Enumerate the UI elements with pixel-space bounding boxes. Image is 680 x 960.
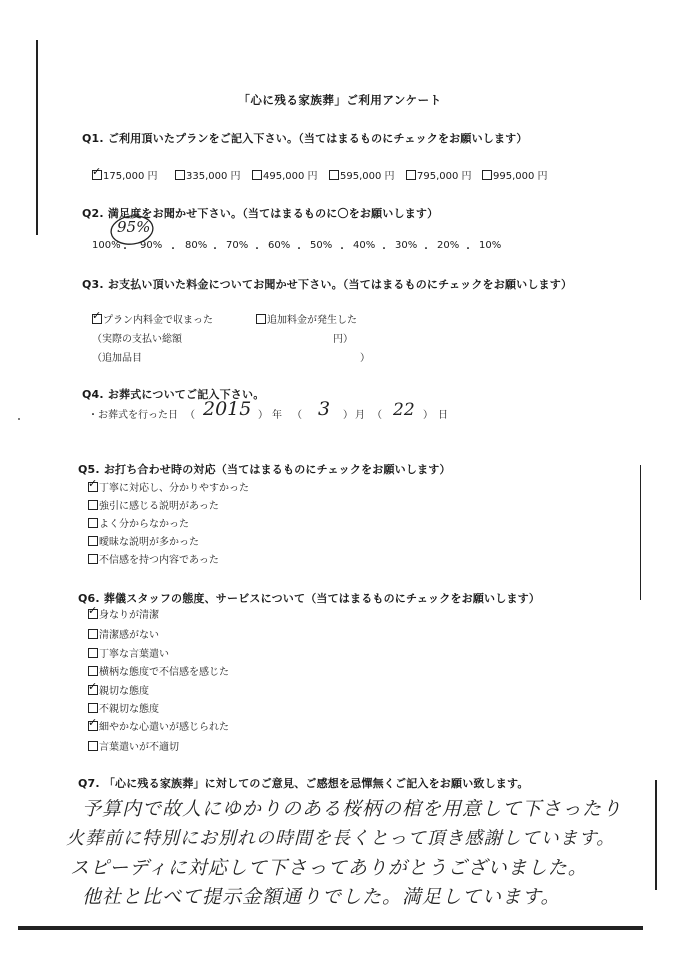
scan-edge-left: [36, 40, 38, 235]
q4-year-value[interactable]: 2015: [203, 398, 252, 420]
checkbox-icon[interactable]: [406, 170, 416, 180]
q2-handwritten-value: 95%: [117, 218, 151, 236]
q1-question: Q1. ご利用頂いたプランをご記入下さい。（当てはまるものにチェックをお願いします）: [82, 132, 528, 145]
q1-option-495000[interactable]: 495,000 円: [252, 167, 318, 182]
q2-scale-10[interactable]: 10%: [479, 240, 502, 251]
q4-question: Q4. お葬式についてご記入下さい。: [82, 388, 265, 401]
q4-paren-close: ）: [343, 410, 353, 421]
q4-paren-close: ）: [423, 410, 433, 421]
q5-option-forceful[interactable]: 強引に感じる説明があった: [88, 497, 219, 512]
q2-scale-20[interactable]: 20%: [437, 240, 460, 251]
checkbox-icon[interactable]: [88, 554, 98, 564]
q3-total-unit: 円）: [333, 334, 353, 345]
q3-question: Q3. お支払い頂いた料金についてお聞かせ下さい。（当てはまるものにチェックをお願いします）: [82, 278, 573, 291]
q4-day-unit: 日: [438, 410, 448, 421]
checkbox-icon[interactable]: [88, 536, 98, 546]
q4-day-value[interactable]: 22: [393, 400, 415, 420]
q2-scale-30[interactable]: 30%: [395, 240, 418, 251]
q3-option-extra-charge[interactable]: 追加料金が発生した: [256, 311, 357, 326]
q6-question: Q6. 葬儀スタッフの態度、サービスについて（当てはまるものにチェックをお願いします）: [78, 592, 541, 605]
q1-option-175000[interactable]: ✓175,000 円: [92, 167, 158, 182]
q6-option-attentive[interactable]: ✓細やかな心遣いが感じられた: [88, 718, 229, 733]
q2-sep: ・: [463, 244, 473, 255]
q1-option-995000[interactable]: 995,000 円: [482, 167, 548, 182]
scan-edge-bottom: [18, 926, 643, 930]
q3-items-close: ）: [360, 353, 370, 364]
q1-option-595000[interactable]: 595,000 円: [329, 167, 395, 182]
q2-scale-100[interactable]: 100%: [92, 240, 121, 251]
q1-option-795000[interactable]: 795,000 円: [406, 167, 472, 182]
q2-question: Q2. 満足度をお聞かせ下さい。（当てはまるものに〇をお願いします）: [82, 207, 439, 220]
checkbox-checked-icon[interactable]: [88, 685, 98, 695]
q2-sep: ・: [294, 244, 304, 255]
checkbox-checked-icon[interactable]: [92, 170, 102, 180]
checkbox-icon[interactable]: [175, 170, 185, 180]
q6-option-polite-words[interactable]: 丁寧な言葉遣い: [88, 645, 169, 660]
q2-sep: ・: [210, 244, 220, 255]
q6-option-unclean[interactable]: 清潔感がない: [88, 626, 159, 641]
checkbox-icon[interactable]: [88, 741, 98, 751]
checkbox-checked-icon[interactable]: [92, 314, 102, 324]
q6-option-kind[interactable]: ✓親切な態度: [88, 682, 149, 697]
q3-option-within-plan[interactable]: ✓プラン内料金で収まった: [92, 311, 213, 326]
q2-scale-70[interactable]: 70%: [226, 240, 249, 251]
q5-option-distrust[interactable]: 不信感を持つ内容であった: [88, 551, 219, 566]
q2-sep: ・: [379, 244, 389, 255]
q4-year-unit: 年: [272, 410, 282, 421]
checkbox-icon[interactable]: [88, 703, 98, 713]
q2-sep: ・: [120, 244, 130, 255]
q7-comment-line-2[interactable]: 火葬前に特別にお別れの時間を長くとって頂き感謝しています。: [66, 828, 616, 849]
q2-sep: ・: [337, 244, 347, 255]
checkbox-icon[interactable]: [252, 170, 262, 180]
q4-month-value[interactable]: 3: [318, 398, 331, 420]
q2-scale-40[interactable]: 40%: [353, 240, 376, 251]
q4-paren-close: ）: [258, 410, 268, 421]
checkbox-icon[interactable]: [88, 666, 98, 676]
q4-date-label: ・お葬式を行った日: [88, 410, 178, 421]
q3-items-label: （追加品目: [92, 353, 142, 364]
q1-option-335000[interactable]: 335,000 円: [175, 167, 241, 182]
survey-title: 「心に残る家族葬」ご利用アンケート: [238, 93, 442, 107]
q4-paren-open: （: [292, 410, 302, 421]
checkbox-icon[interactable]: [88, 629, 98, 639]
q2-sep: ・: [421, 244, 431, 255]
q4-month-unit: 月: [355, 410, 365, 421]
checkbox-icon[interactable]: [88, 518, 98, 528]
q2-scale-60[interactable]: 60%: [268, 240, 291, 251]
q6-option-unkind[interactable]: 不親切な態度: [88, 700, 159, 715]
q2-scale-80[interactable]: 80%: [185, 240, 208, 251]
scan-edge-right-lower: [655, 780, 657, 890]
q7-comment-line-3[interactable]: スピーディに対応して下さってありがとうございました。: [70, 857, 588, 879]
q3-total-label: （実際の支払い総額: [92, 334, 182, 345]
q2-sep: ・: [252, 244, 262, 255]
q2-sep: ・: [168, 244, 178, 255]
checkbox-icon[interactable]: [88, 500, 98, 510]
q6-option-clean[interactable]: ✓身なりが清潔: [88, 606, 159, 621]
q4-paren-open: （: [185, 410, 195, 421]
checkbox-icon[interactable]: [256, 314, 266, 324]
q5-option-unclear[interactable]: よく分からなかった: [88, 515, 189, 530]
checkbox-icon[interactable]: [329, 170, 339, 180]
checkbox-checked-icon[interactable]: [88, 482, 98, 492]
q7-comment-line-4[interactable]: 他社と比べて提示金額通りでした。満足しています。: [82, 886, 561, 908]
checkbox-icon[interactable]: [482, 170, 492, 180]
q2-scale-90[interactable]: 90%: [140, 240, 163, 251]
q4-paren-open: （: [372, 410, 382, 421]
checkbox-checked-icon[interactable]: [88, 609, 98, 619]
q7-comment-line-1[interactable]: 予算内で故人にゆかりのある桜柄の棺を用意して下さったり: [82, 798, 623, 820]
checkbox-checked-icon[interactable]: [88, 721, 98, 731]
q5-option-polite[interactable]: ✓丁寧に対応し、分かりやすかった: [88, 479, 249, 494]
q7-question: Q7. 「心に残る家族葬」に対してのご意見、ご感想を忌憚無くご記入をお願い致します。: [78, 777, 529, 790]
scan-speck: [18, 418, 20, 420]
q2-scale-50[interactable]: 50%: [310, 240, 333, 251]
checkbox-icon[interactable]: [88, 648, 98, 658]
q6-option-improper-words[interactable]: 言葉遣いが不適切: [88, 738, 179, 753]
q6-option-arrogant[interactable]: 横柄な態度で不信感を感じた: [88, 663, 229, 678]
scan-edge-right: [640, 465, 641, 600]
q5-question: Q5. お打ち合わせ時の対応（当てはまるものにチェックをお願いします）: [78, 463, 451, 476]
q5-option-vague[interactable]: 曖昧な説明が多かった: [88, 533, 199, 548]
